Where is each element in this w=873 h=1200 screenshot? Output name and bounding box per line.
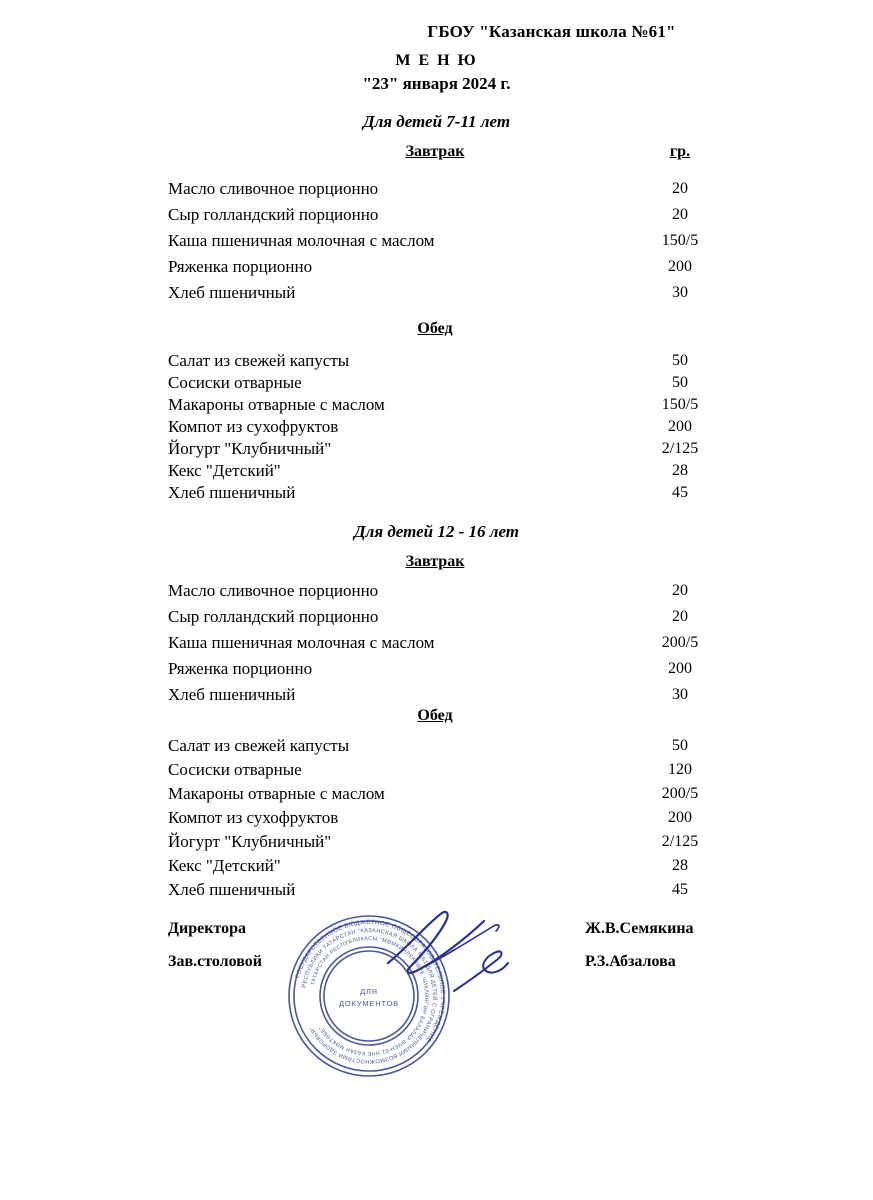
table-lunch-1 — [0, 350, 873, 504]
dish-name: Кекс "Детский" — [168, 856, 281, 875]
table-row — [0, 656, 873, 682]
table-lunch-2 — [0, 734, 873, 902]
dish-name: Сыр голландский порционно — [168, 205, 379, 224]
dish-name: Салат из свежей капусты — [168, 351, 350, 370]
dish-name: Йогурт "Клубничный" — [168, 832, 332, 851]
dish-grams: 45 — [672, 484, 688, 501]
handwritten-signature — [380, 905, 540, 995]
table-row — [0, 758, 873, 782]
dish-grams: 28 — [672, 857, 688, 874]
svg-text:ТАТАРСТАН РЕСПУБЛИКАСЫ "МӨМКИН: ТАТАРСТАН РЕСПУБЛИКАСЫ "МӨМКИНЛЕКЛӘРЕ ЧИКЛӘНГӘН БАЛАЛАР ӨЧЕН 61 НЧЕ КАЗАН МӘКТӘБЕ" — [310, 935, 430, 1057]
dish-name: Масло сливочное порционно — [168, 179, 379, 198]
dish-grams: 150/5 — [661, 232, 699, 249]
svg-text:РЕСПУБЛИКИ ТАТАРСТАН "КАЗАНСКА: РЕСПУБЛИКИ ТАТАРСТАН "КАЗАНСКАЯ ШКОЛА №61 ДЛЯ ДЕТЕЙ С ОГРАНИЧЕННЫМИ ВОЗМОЖНОСТЯМИ ЗДОРОВЬЯ" — [301, 927, 438, 1065]
table-row — [0, 578, 873, 604]
table-row — [0, 202, 873, 228]
table-row — [0, 604, 873, 630]
table-row — [0, 394, 873, 416]
section-head-breakfast-2: Завтрак — [405, 553, 465, 570]
dish-grams: 28 — [672, 462, 688, 479]
dish-grams: 50 — [672, 737, 688, 754]
signature-name: Р.З.Абзалова — [585, 953, 676, 970]
dish-name: Каша пшеничная молочная с маслом — [168, 231, 435, 250]
page-title: М Е Н Ю — [395, 52, 478, 69]
table-row — [0, 830, 873, 854]
dish-grams: 20 — [672, 582, 688, 599]
dish-name: Салат из свежей капусты — [168, 736, 350, 755]
dish-name: Сыр голландский порционно — [168, 607, 379, 626]
table-row — [0, 630, 873, 656]
signature-row-director — [0, 920, 873, 944]
dish-grams: 200 — [668, 660, 692, 677]
dish-name: Сосиски отварные — [168, 373, 302, 392]
table-row — [0, 280, 873, 306]
dish-name: Сосиски отварные — [168, 760, 302, 779]
dish-grams: 200/5 — [661, 634, 699, 651]
table-row — [0, 782, 873, 806]
group-title-2: Для детей 12 - 16 лет — [353, 522, 520, 541]
table-row — [0, 460, 873, 482]
dish-grams: 150/5 — [661, 396, 699, 413]
signature-role: Зав.столовой — [168, 953, 262, 970]
dish-grams: 20 — [672, 180, 688, 197]
section-head-breakfast-1: Завтрак — [405, 143, 465, 160]
table-row — [0, 350, 873, 372]
dish-grams: 2/125 — [661, 440, 699, 457]
dish-grams: 30 — [672, 284, 688, 301]
dish-grams: 50 — [672, 374, 688, 391]
dish-name: Хлеб пшеничный — [168, 283, 296, 302]
dish-grams: 20 — [672, 206, 688, 223]
column-header-grams-1: гр. — [669, 143, 691, 160]
dish-name: Макароны отварные с маслом — [168, 784, 385, 803]
organization-header: ГБОУ "Казанская школа №61" — [427, 22, 676, 41]
table-row — [0, 228, 873, 254]
dish-name: Хлеб пшеничный — [168, 685, 296, 704]
table-row — [0, 438, 873, 460]
table-row — [0, 682, 873, 708]
dish-grams: 45 — [672, 881, 688, 898]
dish-name: Масло сливочное порционно — [168, 581, 379, 600]
svg-text:ГОСУДАРСТВЕННОЕ БЮДЖЕТНОЕ ОБЩЕ: ГОСУДАРСТВЕННОЕ БЮДЖЕТНОЕ ОБЩЕОБРАЗОВАТЕЛЬНОЕ УЧРЕЖДЕНИЕ — [294, 918, 447, 1044]
dish-grams: 200/5 — [661, 785, 699, 802]
dish-name: Ряженка порционно — [168, 257, 313, 276]
dish-name: Компот из сухофруктов — [168, 417, 339, 436]
dish-grams: 30 — [672, 686, 688, 703]
table-row — [0, 482, 873, 504]
table-row — [0, 254, 873, 280]
signature-role: Директора — [168, 920, 246, 937]
dish-name: Компот из сухофруктов — [168, 808, 339, 827]
dish-grams: 200 — [668, 809, 692, 826]
menu-date: "23" января 2024 г. — [362, 74, 511, 93]
dish-name: Ряженка порционно — [168, 659, 313, 678]
table-row — [0, 854, 873, 878]
dish-name: Каша пшеничная молочная с маслом — [168, 633, 435, 652]
dish-name: Хлеб пшеничный — [168, 483, 296, 502]
table-row — [0, 372, 873, 394]
signature-name: Ж.В.Семякина — [585, 920, 694, 937]
table-row — [0, 878, 873, 902]
group-title-1: Для детей 7-11 лет — [362, 112, 511, 131]
dish-name: Йогурт "Клубничный" — [168, 439, 332, 458]
svg-text:ДОКУМЕНТОВ: ДОКУМЕНТОВ — [339, 999, 399, 1008]
table-row — [0, 806, 873, 830]
dish-name: Кекс "Детский" — [168, 461, 281, 480]
section-head-lunch-2: Обед — [417, 707, 453, 724]
dish-grams: 50 — [672, 352, 688, 369]
table-breakfast-2 — [0, 578, 873, 708]
table-breakfast-1 — [0, 176, 873, 306]
dish-grams: 200 — [668, 418, 692, 435]
dish-name: Макароны отварные с маслом — [168, 395, 385, 414]
dish-grams: 200 — [668, 258, 692, 275]
dish-name: Хлеб пшеничный — [168, 880, 296, 899]
svg-text:ДЛЯ: ДЛЯ — [360, 987, 378, 996]
table-row — [0, 416, 873, 438]
dish-grams: 20 — [672, 608, 688, 625]
table-row — [0, 176, 873, 202]
dish-grams: 2/125 — [661, 833, 699, 850]
table-row — [0, 734, 873, 758]
dish-grams: 120 — [668, 761, 692, 778]
section-head-lunch-1: Обед — [417, 320, 453, 337]
signature-row-canteen-manager — [0, 953, 873, 977]
